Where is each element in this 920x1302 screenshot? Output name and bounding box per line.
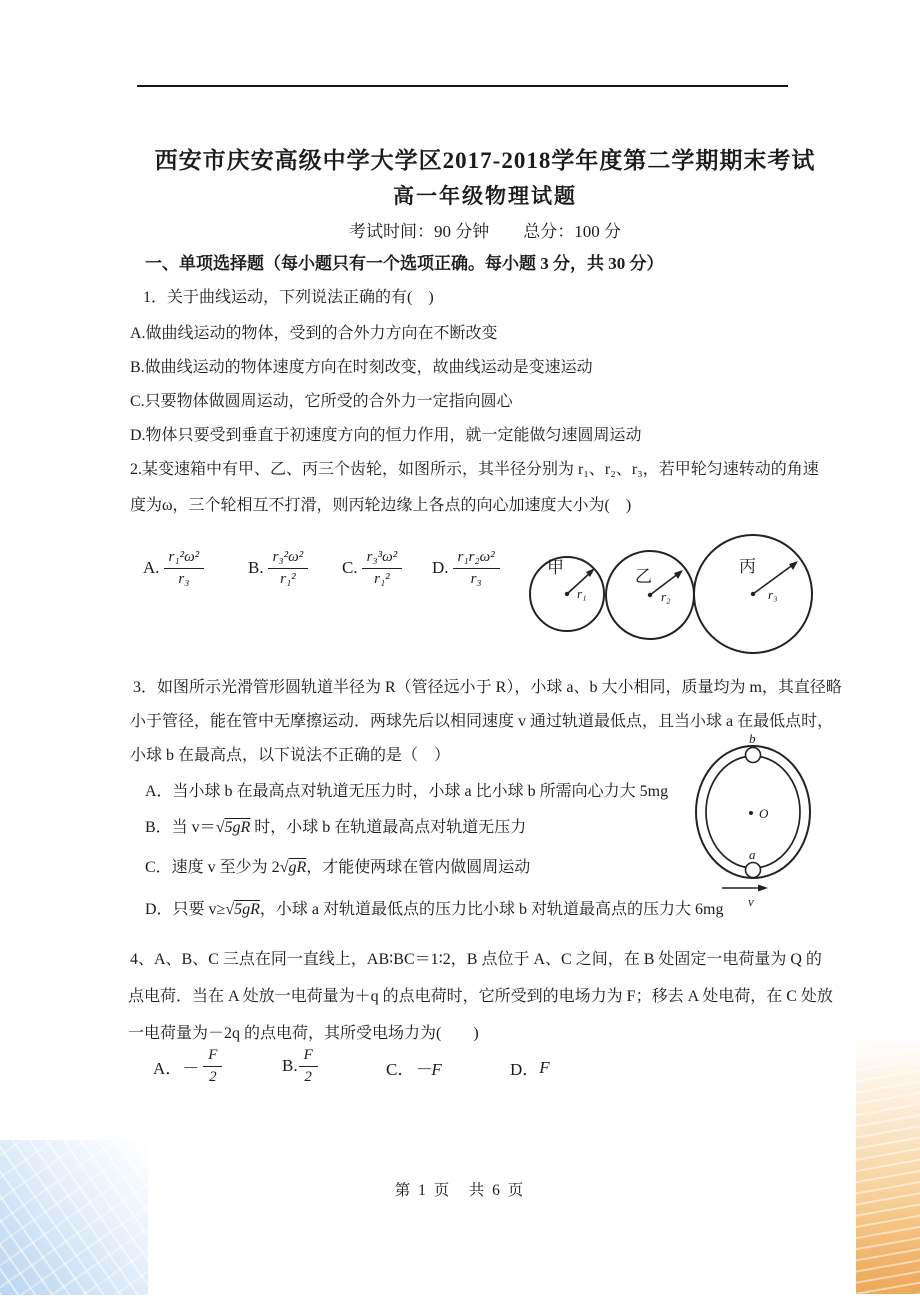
- q3-stem-line3: 小球 b 在最高点，以下说法不正确的是（ ）: [130, 747, 451, 764]
- q3-option-b-post: 时，小球 b 在轨道最高点对轨道无压力: [250, 819, 527, 836]
- fraction-denominator: r₃: [178, 570, 190, 587]
- q2-stem-line1: 2.某变速箱中有甲、乙、丙三个齿轮，如图所示，其半径分别为 r₁、r₂、r₃，若甲轮匀速转动的角速: [130, 461, 819, 478]
- gear-r2-label: r₂: [661, 589, 671, 604]
- q3-stem-line1: 3．如图所示光滑管形圆轨道半径为 R（管径远小于 R），小球 a、b 大小相同，质量均为 m，其直径略: [133, 679, 842, 696]
- q3-option-c: [145, 854, 530, 877]
- ball-a: [746, 863, 761, 878]
- center-o-label: O: [759, 806, 769, 821]
- gear-figure: [525, 515, 825, 675]
- fraction-denominator: r₁²: [374, 570, 390, 587]
- q4-option-c-value: －F: [414, 1060, 442, 1079]
- q4-option-b-label: B.: [282, 1056, 298, 1076]
- sqrt-content: 5gR: [234, 901, 260, 918]
- q3-option-a: A．当小球 b 在最高点对轨道无压力时，小球 a 比小球 b 所需向心力大 5mg: [145, 783, 669, 800]
- gear-jia-label: 甲: [547, 558, 564, 577]
- ball-a-label: a: [749, 847, 756, 862]
- q1-option-c: C.只要物体做圆周运动，它所受的合外力一定指向圆心: [130, 393, 513, 410]
- q3-stem-line2: 小于管径，能在管中无摩擦运动．两球先后以相同速度 v 通过轨道最低点，且当小球 a 在最低点时，: [130, 713, 834, 730]
- bottom-left-decoration: [0, 1140, 148, 1295]
- exam-info: 考试时间：90 分钟 总分：100 分: [349, 222, 621, 241]
- ball-b: [746, 748, 761, 763]
- q2-option-b: [248, 548, 308, 589]
- q4-option-d-value: F: [539, 1057, 550, 1077]
- section-heading: 一、单项选择题（每小题只有一个选项正确。每小题 3 分，共 30 分）: [145, 254, 664, 273]
- q4-option-a: [153, 1046, 222, 1087]
- q2-option-c-fraction: [362, 548, 403, 589]
- q1-option-b: B.做曲线运动的物体速度方向在时刻改变，故曲线运动是变速运动: [130, 359, 593, 376]
- q3-option-b: [145, 814, 526, 837]
- sqrt-content: 5gR: [224, 819, 251, 836]
- header-rule: [137, 85, 788, 87]
- q4-option-b: [282, 1046, 318, 1087]
- q4-option-d: [510, 1055, 550, 1080]
- fraction-denominator: r₁²: [280, 570, 296, 587]
- q3-option-d: [145, 896, 723, 919]
- q2-option-c-label: C.: [342, 558, 358, 578]
- q3-option-d-post: ，小球 a 对轨道最低点的压力比小球 b 对轨道最高点的压力大 6mg: [259, 901, 724, 918]
- fraction-numerator: F: [299, 1046, 318, 1067]
- q1-option-d: D.物体只要受到垂直于初速度方向的恒力作用，就一定能做匀速圆周运动: [130, 427, 642, 444]
- q2-option-b-label: B.: [248, 558, 264, 578]
- q4-option-d-label: D．: [510, 1060, 540, 1079]
- page-number: 第 1 页 共 6 页: [394, 1182, 526, 1199]
- q2-option-c: [342, 548, 402, 589]
- fraction-numerator: F: [203, 1046, 222, 1067]
- circular-track-figure: [690, 731, 820, 911]
- q4-stem-line1: 4、A、B、C 三点在同一直线上，AB∶BC＝1∶2，B 点位于 A、C 之间，在 B 处固定一电荷量为 Q 的: [130, 951, 822, 968]
- q3-option-c-post: ，才能使两球在管内做圆周运动: [306, 859, 531, 876]
- radical-sign: √: [215, 819, 225, 836]
- page-subtitle: 高一年级物理试题: [393, 184, 577, 208]
- fraction-numerator: r₁²ω²: [164, 548, 205, 569]
- fraction-numerator: r₃²ω²: [268, 548, 309, 569]
- fraction-denominator: r₃: [470, 570, 482, 587]
- q1-stem: 1．关于曲线运动，下列说法正确的有( ): [143, 289, 434, 306]
- gear-yi-label: 乙: [635, 567, 652, 586]
- radical-sign: √: [279, 859, 289, 876]
- q4-option-a-fraction: [203, 1046, 222, 1087]
- q2-option-d: [432, 548, 500, 589]
- center-dot: [749, 811, 753, 815]
- fraction-denominator: 2: [304, 1068, 312, 1085]
- q2-option-b-fraction: [268, 548, 309, 589]
- q4-option-b-fraction: [299, 1046, 318, 1087]
- gear-r3-label: r₃: [768, 587, 778, 602]
- q2-stem-line2: 度为ω，三个轮相互不打滑，则丙轮边缘上各点的向心加速度大小为( ): [130, 497, 632, 514]
- q4-option-c-label: C．: [386, 1060, 415, 1079]
- q4-option-a-label: A．: [153, 1058, 183, 1078]
- q2-option-a: [143, 548, 204, 589]
- q1-option-a: A.做曲线运动的物体，受到的合外力方向在不断改变: [130, 325, 498, 342]
- q3-option-b-pre: B．当 v＝: [145, 819, 216, 836]
- sqrt-content: gR: [288, 859, 307, 876]
- q3-option-d-pre: D．只要 v≥: [145, 901, 226, 918]
- fraction-numerator: r₁r₂ω²: [453, 548, 500, 569]
- velocity-label: v: [748, 894, 754, 909]
- q2-option-d-fraction: [453, 548, 500, 589]
- gear-r1-label: r₁: [577, 586, 587, 601]
- q4-stem-line2: 点电荷．当在 A 处放一电荷量为＋q 的点电荷时，它所受到的电场力为 F；移去 A 处电荷，在 C 处放: [128, 988, 833, 1005]
- fraction-numerator: r₃³ω²: [362, 548, 403, 569]
- radical-sign: √: [225, 901, 235, 918]
- q4-option-c: [386, 1055, 442, 1080]
- page-title: 西安市庆安高级中学大学区2017-2018学年度第二学期期末考试: [154, 148, 816, 173]
- q3-option-c-pre: C．速度 v 至少为 2: [145, 859, 280, 876]
- bottom-right-decoration: [856, 1036, 920, 1294]
- fraction-denominator: 2: [209, 1068, 217, 1085]
- q4-stem-line3: 一电荷量为－2q 的点电荷，其所受电场力为( ): [128, 1025, 479, 1042]
- q2-option-a-fraction: [164, 548, 205, 589]
- q2-option-a-label: A.: [143, 558, 160, 578]
- gear-bing-label: 丙: [739, 557, 756, 576]
- ball-b-label: b: [749, 731, 756, 746]
- minus-sign: －: [182, 1058, 200, 1078]
- q2-option-d-label: D.: [432, 558, 449, 578]
